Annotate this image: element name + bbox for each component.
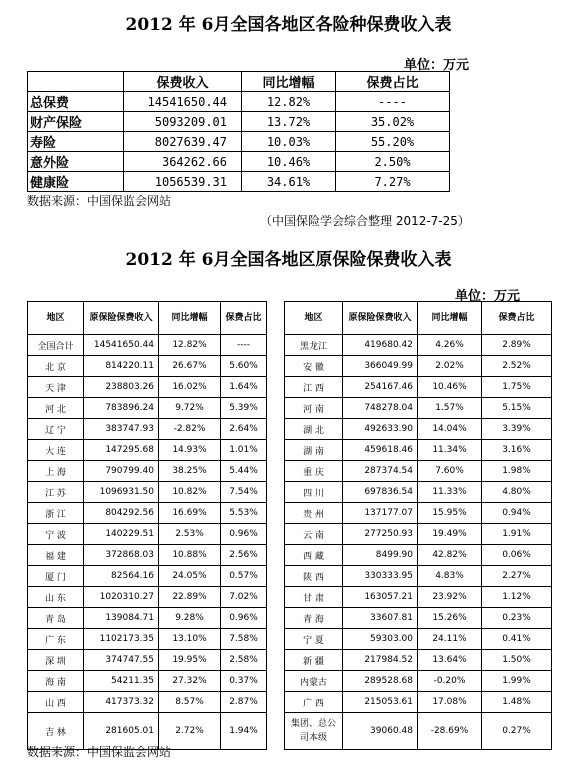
table2-left-growth-header: 同比增幅 <box>159 302 221 335</box>
table2-right-region: 集团、总公司本级 <box>285 713 343 750</box>
table2-row <box>28 566 552 587</box>
table2-left-growth: 10.82% <box>159 482 221 503</box>
table2-left-region: 江 苏 <box>28 482 84 503</box>
table2-left-growth: 8.57% <box>159 692 221 713</box>
table2-right-share: 0.06% <box>482 545 552 566</box>
table2-right-region: 安 徽 <box>285 356 343 377</box>
table2-right-income: 277250.93 <box>343 524 418 545</box>
table1-row <box>28 92 450 112</box>
table2-left-share: 1.64% <box>221 377 267 398</box>
table2-left-region: 辽 宁 <box>28 419 84 440</box>
table2-row <box>28 440 552 461</box>
table2-right-share: 1.91% <box>482 524 552 545</box>
table1-growth-cell: 10.03% <box>242 132 336 152</box>
premium-by-region-table <box>27 301 552 750</box>
table2-right-region: 内蒙古 <box>285 671 343 692</box>
table2-right-growth: 17.08% <box>418 692 482 713</box>
table2-left-region: 上 海 <box>28 461 84 482</box>
table1-share-cell: ---- <box>336 92 450 112</box>
table2-left-region: 大 连 <box>28 440 84 461</box>
table2-column-gap <box>267 503 285 524</box>
table2-right-share: 3.39% <box>482 419 552 440</box>
table2-right-growth: 15.26% <box>418 608 482 629</box>
table2-right-income: 215053.61 <box>343 692 418 713</box>
table2-row <box>28 671 552 692</box>
table2-title: 2012 年 6月全国各地区原保险保费收入表 <box>125 250 452 270</box>
table2-right-income-header: 原保险保费收入 <box>343 302 418 335</box>
table2-column-gap <box>267 398 285 419</box>
table2-left-region: 海 南 <box>28 671 84 692</box>
table2-right-region: 西 藏 <box>285 545 343 566</box>
table2-left-share: 2.64% <box>221 419 267 440</box>
table2-column-gap <box>267 692 285 713</box>
table2-right-share: 2.27% <box>482 566 552 587</box>
table2-right-region-header: 地区 <box>285 302 343 335</box>
table2-row <box>28 587 552 608</box>
table2-column-gap <box>267 566 285 587</box>
table2-right-growth: -0.20% <box>418 671 482 692</box>
table2-column-gap <box>267 419 285 440</box>
table2-right-growth: 24.11% <box>418 629 482 650</box>
table1-compiled-note: （中国保险学会综合整理 2012-7-25） <box>260 214 470 228</box>
table2-left-income: 281605.01 <box>84 713 159 750</box>
table2-column-gap <box>267 524 285 545</box>
table2-left-growth: 10.88% <box>159 545 221 566</box>
table2-right-income: 33607.81 <box>343 608 418 629</box>
table2-left-income: 238803.26 <box>84 377 159 398</box>
table2-left-growth: 19.95% <box>159 650 221 671</box>
table2-left-region: 山 东 <box>28 587 84 608</box>
table2-left-region: 宁 波 <box>28 524 84 545</box>
table2-left-region: 青 岛 <box>28 608 84 629</box>
table2-column-gap <box>267 545 285 566</box>
table2-left-income-header: 原保险保费收入 <box>84 302 159 335</box>
table2-left-income: 147295.68 <box>84 440 159 461</box>
table2-right-share: 1.99% <box>482 671 552 692</box>
table2-left-growth: 22.89% <box>159 587 221 608</box>
table2-column-gap <box>267 713 285 750</box>
table2-left-share: 2.58% <box>221 650 267 671</box>
table2-left-share: 7.54% <box>221 482 267 503</box>
table2-right-region: 新 疆 <box>285 650 343 671</box>
table2-row <box>28 692 552 713</box>
table2-left-region: 厦 门 <box>28 566 84 587</box>
table2-left-income: 139084.71 <box>84 608 159 629</box>
table2-left-region: 深 圳 <box>28 650 84 671</box>
table2-left-growth: 12.82% <box>159 335 221 356</box>
table2-left-region: 河 北 <box>28 398 84 419</box>
table2-right-region: 贵 州 <box>285 503 343 524</box>
table2-right-income: 289528.68 <box>343 671 418 692</box>
table2-right-income: 287374.54 <box>343 461 418 482</box>
table1-income-cell: 364262.66 <box>124 152 242 172</box>
table2-left-income: 374747.55 <box>84 650 159 671</box>
table2-row <box>28 482 552 503</box>
table2-right-share: 5.15% <box>482 398 552 419</box>
table1-column-header: 同比增幅 <box>242 72 336 92</box>
table2-left-growth: 9.28% <box>159 608 221 629</box>
table2-column-gap <box>267 377 285 398</box>
table2-right-income: 254167.46 <box>343 377 418 398</box>
table2-left-share: 5.44% <box>221 461 267 482</box>
table2-right-share: 3.16% <box>482 440 552 461</box>
table1-income-cell: 14541650.44 <box>124 92 242 112</box>
table2-left-income: 783896.24 <box>84 398 159 419</box>
table2-left-share: 0.96% <box>221 608 267 629</box>
table2-right-growth: 15.95% <box>418 503 482 524</box>
table1-growth-cell: 10.46% <box>242 152 336 172</box>
table2-left-growth: 27.32% <box>159 671 221 692</box>
table2-left-region-header: 地区 <box>28 302 84 335</box>
table2-column-gap <box>267 440 285 461</box>
table2-column-gap <box>267 461 285 482</box>
table2-right-income: 330333.95 <box>343 566 418 587</box>
table2-right-growth: 4.83% <box>418 566 482 587</box>
table2-right-growth: 2.02% <box>418 356 482 377</box>
table2-row <box>28 524 552 545</box>
table2-right-income: 366049.99 <box>343 356 418 377</box>
table2-left-share: 7.02% <box>221 587 267 608</box>
table2-left-region: 天 津 <box>28 377 84 398</box>
table2-left-income: 814220.11 <box>84 356 159 377</box>
table2-column-gap <box>267 587 285 608</box>
table2-row <box>28 356 552 377</box>
premium-by-line-table <box>27 71 450 192</box>
table1-row-label: 意外险 <box>28 152 124 172</box>
table2-column-gap <box>267 650 285 671</box>
table2-row <box>28 629 552 650</box>
table2-right-region: 广 西 <box>285 692 343 713</box>
table2-left-growth: 14.93% <box>159 440 221 461</box>
table2-left-share: 5.39% <box>221 398 267 419</box>
table2-left-growth: 13.10% <box>159 629 221 650</box>
table2-row <box>28 503 552 524</box>
table2-right-growth: 10.46% <box>418 377 482 398</box>
table2-right-share: 1.48% <box>482 692 552 713</box>
table2-header-row <box>28 302 552 335</box>
table2-left-share: 5.53% <box>221 503 267 524</box>
table1-income-cell: 1056539.31 <box>124 172 242 192</box>
table1-row-label: 寿险 <box>28 132 124 152</box>
table2-right-income: 39060.48 <box>343 713 418 750</box>
table2-right-income: 697836.54 <box>343 482 418 503</box>
table2-right-region: 重 庆 <box>285 461 343 482</box>
table2-left-income: 372868.03 <box>84 545 159 566</box>
table2-right-income: 419680.42 <box>343 335 418 356</box>
table2-right-income: 459618.46 <box>343 440 418 461</box>
table1-title: 2012 年 6月全国各地区各险种保费收入表 <box>125 15 452 35</box>
table2-left-growth: 16.69% <box>159 503 221 524</box>
table2-right-region: 湖 北 <box>285 419 343 440</box>
table2-row <box>28 398 552 419</box>
table2-right-share: 1.12% <box>482 587 552 608</box>
table1-row-label: 总保费 <box>28 92 124 112</box>
table2-left-share: ---- <box>221 335 267 356</box>
table2-right-region: 黑龙江 <box>285 335 343 356</box>
table2-right-growth: 19.49% <box>418 524 482 545</box>
table2-right-region: 四 川 <box>285 482 343 503</box>
table2-left-share: 2.87% <box>221 692 267 713</box>
table2-column-gap <box>267 482 285 503</box>
table2-right-income: 748278.04 <box>343 398 418 419</box>
table1-row <box>28 112 450 132</box>
table2-right-region: 陕 西 <box>285 566 343 587</box>
table2-right-region: 云 南 <box>285 524 343 545</box>
table2-left-region: 山 西 <box>28 692 84 713</box>
table2-right-region: 宁 夏 <box>285 629 343 650</box>
table1-unit: 单位：万元 <box>404 58 470 73</box>
table2-right-region: 河 南 <box>285 398 343 419</box>
table2-left-income: 1096931.50 <box>84 482 159 503</box>
table1-column-header: 保费收入 <box>124 72 242 92</box>
table1-row <box>28 152 450 172</box>
table2-right-income: 8499.90 <box>343 545 418 566</box>
table2-right-growth: 7.60% <box>418 461 482 482</box>
table2-left-region: 全国合计 <box>28 335 84 356</box>
table2-left-region: 浙 江 <box>28 503 84 524</box>
table2-row <box>28 335 552 356</box>
table2-right-growth: 11.34% <box>418 440 482 461</box>
table2-right-income: 163057.21 <box>343 587 418 608</box>
table1-source: 数据来源：中国保监会网站 <box>27 194 172 208</box>
table1-share-cell: 55.20% <box>336 132 450 152</box>
table2-right-income: 492633.90 <box>343 419 418 440</box>
table2-right-region: 青 海 <box>285 608 343 629</box>
table2-column-gap <box>267 302 285 335</box>
table1-row-label: 健康险 <box>28 172 124 192</box>
table2-right-share: 1.98% <box>482 461 552 482</box>
table2-column-gap <box>267 356 285 377</box>
table2-column-gap <box>267 629 285 650</box>
table2-left-share-header: 保费占比 <box>221 302 267 335</box>
table2-right-region: 湖 南 <box>285 440 343 461</box>
table1-header-row <box>28 72 450 92</box>
table2-row <box>28 419 552 440</box>
table2-left-growth: 2.53% <box>159 524 221 545</box>
table2-column-gap <box>267 671 285 692</box>
table2-left-region: 福 建 <box>28 545 84 566</box>
table2-left-growth: 16.02% <box>159 377 221 398</box>
table2-left-income: 383747.93 <box>84 419 159 440</box>
table2-left-growth: -2.82% <box>159 419 221 440</box>
table2-right-growth: 42.82% <box>418 545 482 566</box>
table2-source: 数据来源：中国保监会网站 <box>27 745 172 759</box>
table2-column-gap <box>267 608 285 629</box>
table2-row <box>28 650 552 671</box>
table2-left-region: 吉 林 <box>28 713 84 750</box>
table2-left-share: 5.60% <box>221 356 267 377</box>
table2-right-growth: 11.33% <box>418 482 482 503</box>
table2-right-share: 1.75% <box>482 377 552 398</box>
table2-right-share-header: 保费占比 <box>482 302 552 335</box>
table2-right-income: 59303.00 <box>343 629 418 650</box>
table2-row <box>28 608 552 629</box>
table2-right-growth: 4.26% <box>418 335 482 356</box>
table1-row-label: 财产保险 <box>28 112 124 132</box>
table2-left-income: 1102173.35 <box>84 629 159 650</box>
table2-right-share: 0.94% <box>482 503 552 524</box>
table2-left-share: 1.94% <box>221 713 267 750</box>
table2-right-share: 4.80% <box>482 482 552 503</box>
table2-row <box>28 461 552 482</box>
table2-left-income: 790799.40 <box>84 461 159 482</box>
table2-right-region: 甘 肃 <box>285 587 343 608</box>
table2-column-gap <box>267 335 285 356</box>
table1-row <box>28 172 450 192</box>
table1-share-cell: 7.27% <box>336 172 450 192</box>
table2-right-share: 0.27% <box>482 713 552 750</box>
table1-row <box>28 132 450 152</box>
table2-right-region: 江 西 <box>285 377 343 398</box>
table2-left-growth: 38.25% <box>159 461 221 482</box>
table2-right-share: 2.89% <box>482 335 552 356</box>
table2-right-growth: 14.04% <box>418 419 482 440</box>
table1-growth-cell: 34.61% <box>242 172 336 192</box>
table2-right-income: 217984.52 <box>343 650 418 671</box>
table1-income-cell: 5093209.01 <box>124 112 242 132</box>
table2-right-growth-header: 同比增幅 <box>418 302 482 335</box>
table2-left-income: 417373.32 <box>84 692 159 713</box>
table2-left-income: 804292.56 <box>84 503 159 524</box>
table2-left-growth: 9.72% <box>159 398 221 419</box>
table2-right-growth: 23.92% <box>418 587 482 608</box>
table2-left-growth: 26.67% <box>159 356 221 377</box>
table2-left-share: 2.56% <box>221 545 267 566</box>
table2-right-growth: 1.57% <box>418 398 482 419</box>
table2-left-income: 1020310.27 <box>84 587 159 608</box>
table2-left-share: 7.58% <box>221 629 267 650</box>
table2-right-share: 2.52% <box>482 356 552 377</box>
table1-growth-cell: 13.72% <box>242 112 336 132</box>
table2-right-share: 1.50% <box>482 650 552 671</box>
table2-row <box>28 377 552 398</box>
table2-row <box>28 545 552 566</box>
table2-left-growth: 24.05% <box>159 566 221 587</box>
table2-left-income: 140229.51 <box>84 524 159 545</box>
table2-left-growth: 2.72% <box>159 713 221 750</box>
table1-corner-cell <box>28 72 124 92</box>
table2-left-income: 82564.16 <box>84 566 159 587</box>
table2-left-income: 14541650.44 <box>84 335 159 356</box>
table2-left-region: 北 京 <box>28 356 84 377</box>
table2-right-income: 137177.07 <box>343 503 418 524</box>
table1-share-cell: 35.02% <box>336 112 450 132</box>
table2-right-growth: 13.64% <box>418 650 482 671</box>
table2-left-share: 0.96% <box>221 524 267 545</box>
table2-right-growth: -28.69% <box>418 713 482 750</box>
table2-right-share: 0.41% <box>482 629 552 650</box>
table2-right-share: 0.23% <box>482 608 552 629</box>
table1-income-cell: 8027639.47 <box>124 132 242 152</box>
table2-left-income: 54211.35 <box>84 671 159 692</box>
table2-unit: 单位：万元 <box>455 289 521 304</box>
table2-left-share: 0.57% <box>221 566 267 587</box>
table2-left-region: 广 东 <box>28 629 84 650</box>
table2-left-share: 0.37% <box>221 671 267 692</box>
table1-share-cell: 2.50% <box>336 152 450 172</box>
table2-left-share: 1.01% <box>221 440 267 461</box>
table1-column-header: 保费占比 <box>336 72 450 92</box>
table1-growth-cell: 12.82% <box>242 92 336 112</box>
